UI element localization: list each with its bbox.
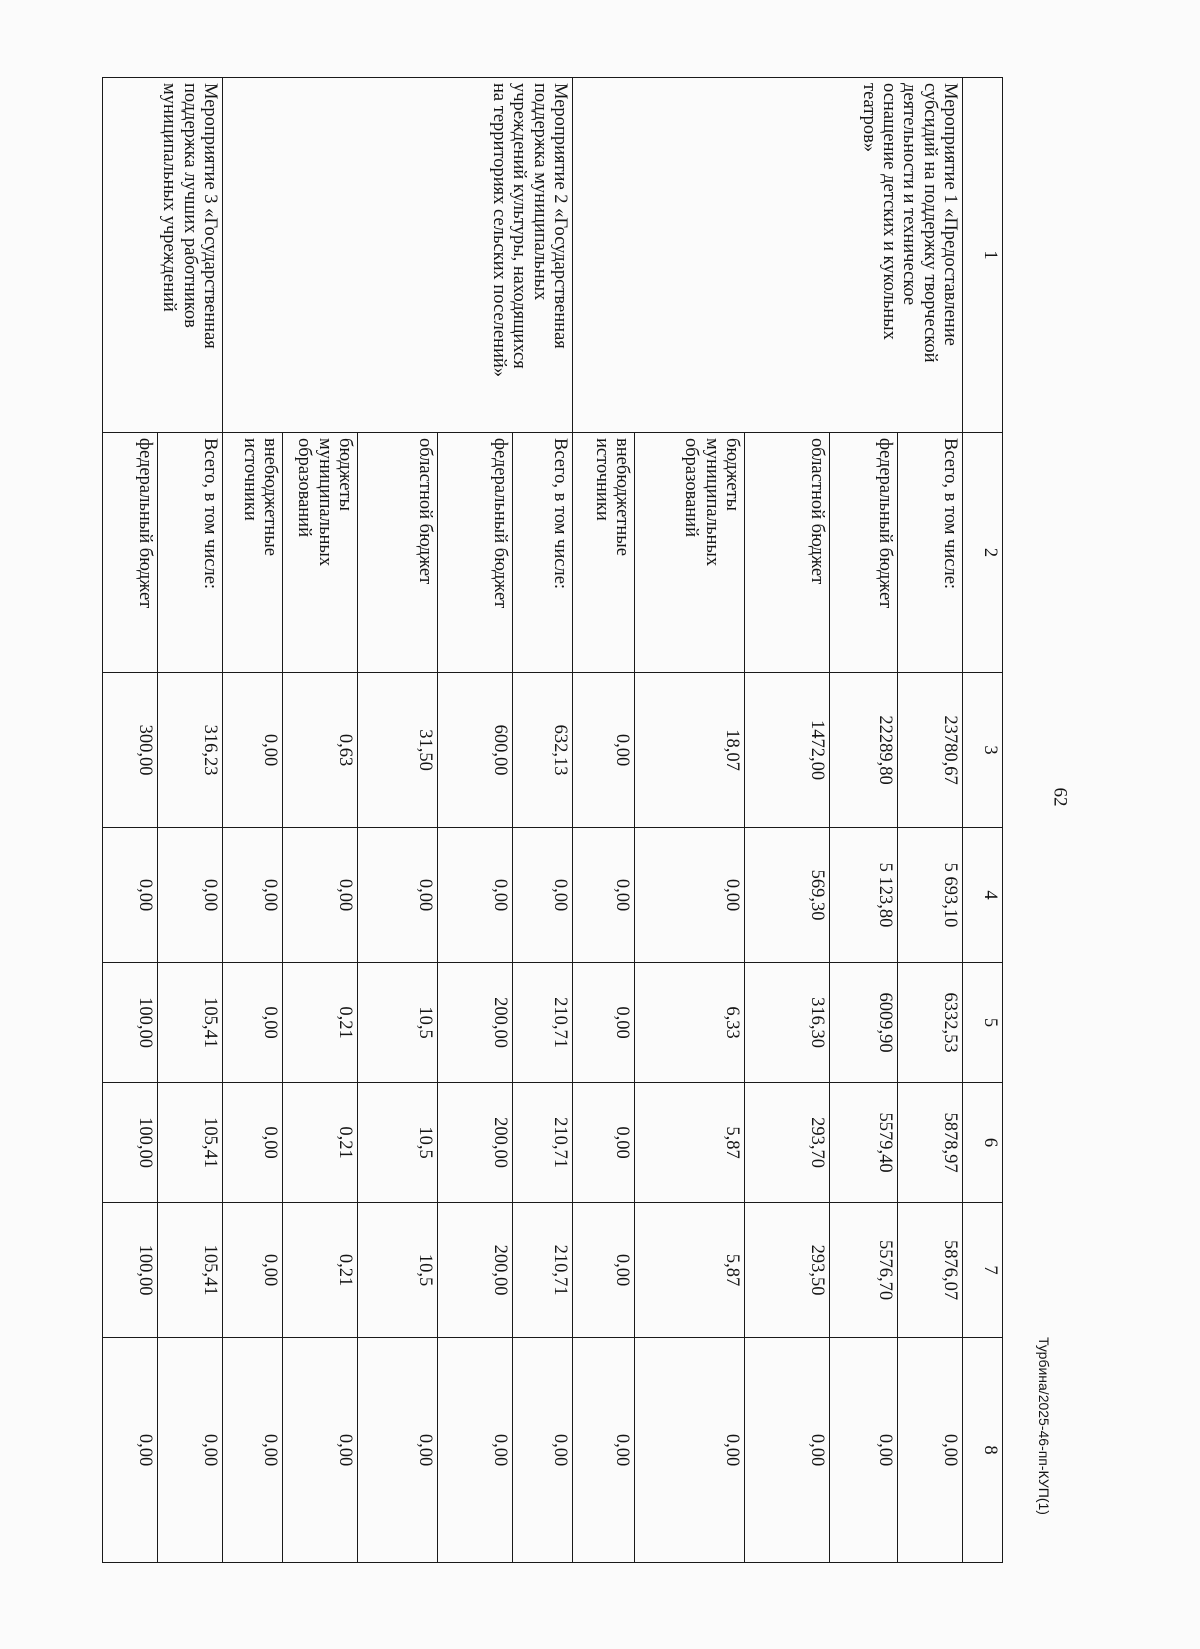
value-cell: 0,00 [158, 1338, 223, 1563]
table-row [513, 78, 573, 1563]
value-cell: 200,00 [438, 1083, 513, 1203]
value-cell: 0,00 [438, 828, 513, 963]
column-header: 1 [963, 78, 1003, 433]
value-cell: 5579,40 [830, 1083, 898, 1203]
value-cell: 0,00 [103, 1338, 158, 1563]
value-cell: 0,00 [223, 1338, 283, 1563]
value-cell: 0,00 [223, 828, 283, 963]
value-cell: 0,00 [635, 828, 745, 963]
value-cell: 6009,90 [830, 963, 898, 1083]
funding-source: Всего, в том числе: [513, 433, 573, 673]
value-cell: 0,00 [573, 1083, 635, 1203]
value-cell: 0,00 [438, 1338, 513, 1563]
value-cell: 18,07 [635, 673, 745, 828]
value-cell: 100,00 [103, 1203, 158, 1338]
value-cell: 0,00 [223, 673, 283, 828]
value-cell: 100,00 [103, 963, 158, 1083]
funding-source: бюджеты муниципальных образований [283, 433, 358, 673]
value-cell: 600,00 [438, 673, 513, 828]
value-cell: 0,00 [283, 1338, 358, 1563]
value-cell: 0,21 [283, 1203, 358, 1338]
value-cell: 316,30 [745, 963, 830, 1083]
measure-1-title: Мероприятие 1 «Предоставление субсидий на поддержку творческой деятельности и техническое оснащение детских и кукольных театров» [573, 78, 963, 433]
table-row [158, 78, 223, 1563]
funding-source: областной бюджет [745, 433, 830, 673]
funding-source: федеральный бюджет [103, 433, 158, 673]
value-cell: 0,00 [513, 828, 573, 963]
value-cell: 569,30 [745, 828, 830, 963]
value-cell: 5876,07 [898, 1203, 963, 1338]
column-header: 4 [963, 828, 1003, 963]
value-cell: 316,23 [158, 673, 223, 828]
value-cell: 31,50 [358, 673, 438, 828]
value-cell: 200,00 [438, 963, 513, 1083]
column-header: 7 [963, 1203, 1003, 1338]
value-cell: 0,00 [223, 963, 283, 1083]
value-cell: 0,00 [573, 673, 635, 828]
column-header: 5 [963, 963, 1003, 1083]
value-cell: 0,00 [513, 1338, 573, 1563]
funding-source: областной бюджет [358, 433, 438, 673]
value-cell: 0,00 [573, 1338, 635, 1563]
funding-source: федеральный бюджет [830, 433, 898, 673]
value-cell: 5878,97 [898, 1083, 963, 1203]
column-header: 6 [963, 1083, 1003, 1203]
value-cell: 0,00 [830, 1338, 898, 1563]
value-cell: 10,5 [358, 1083, 438, 1203]
value-cell: 6,33 [635, 963, 745, 1083]
value-cell: 300,00 [103, 673, 158, 828]
value-cell: 0,00 [358, 1338, 438, 1563]
value-cell: 1472,00 [745, 673, 830, 828]
measure-3-title: Мероприятие 3 «Государственная поддержка лучших работников муниципальных учреждений [103, 78, 223, 433]
column-header: 2 [963, 433, 1003, 673]
value-cell: 293,50 [745, 1203, 830, 1338]
value-cell: 293,70 [745, 1083, 830, 1203]
value-cell: 0,00 [635, 1338, 745, 1563]
value-cell: 210,71 [513, 963, 573, 1083]
value-cell: 10,5 [358, 963, 438, 1083]
value-cell: 5 693,10 [898, 828, 963, 963]
value-cell: 105,41 [158, 1083, 223, 1203]
value-cell: 5 123,80 [830, 828, 898, 963]
value-cell: 0,00 [573, 1203, 635, 1338]
funding-source: федеральный бюджет [438, 433, 513, 673]
value-cell: 6332,53 [898, 963, 963, 1083]
document-footer: Турбина/2025-46-пп-КУП(1) [1036, 1337, 1052, 1515]
value-cell: 105,41 [158, 963, 223, 1083]
value-cell: 0,00 [745, 1338, 830, 1563]
funding-source: бюджеты муниципальных образований [635, 433, 745, 673]
header-row [963, 78, 1003, 1563]
value-cell: 10,5 [358, 1203, 438, 1338]
value-cell: 210,71 [513, 1203, 573, 1338]
column-header: 8 [963, 1338, 1003, 1563]
funding-source: Всего, в том числе: [898, 433, 963, 673]
value-cell: 0,21 [283, 963, 358, 1083]
value-cell: 5,87 [635, 1083, 745, 1203]
value-cell: 0,00 [898, 1338, 963, 1563]
value-cell: 0,63 [283, 673, 358, 828]
value-cell: 0,00 [103, 828, 158, 963]
value-cell: 23780,67 [898, 673, 963, 828]
value-cell: 0,21 [283, 1083, 358, 1203]
table-row [898, 78, 963, 1563]
value-cell: 100,00 [103, 1083, 158, 1203]
value-cell: 0,00 [573, 828, 635, 963]
value-cell: 5576,70 [830, 1203, 898, 1338]
column-header: 3 [963, 673, 1003, 828]
value-cell: 0,00 [358, 828, 438, 963]
value-cell: 632,13 [513, 673, 573, 828]
value-cell: 0,00 [573, 963, 635, 1083]
value-cell: 0,00 [223, 1203, 283, 1338]
page-number: 62 [1049, 787, 1071, 807]
value-cell: 200,00 [438, 1203, 513, 1338]
budget-table [102, 77, 1003, 1563]
value-cell: 0,00 [283, 828, 358, 963]
funding-source: Всего, в том числе: [158, 433, 223, 673]
value-cell: 0,00 [158, 828, 223, 963]
value-cell: 0,00 [223, 1083, 283, 1203]
measure-2-title: Мероприятие 2 «Государственная поддержка муниципальных учреждений культуры, находящихся на территориях сельских поселений» [223, 78, 573, 433]
funding-source: внебюджетные источники [573, 433, 635, 673]
value-cell: 22289,80 [830, 673, 898, 828]
value-cell: 5,87 [635, 1203, 745, 1338]
value-cell: 105,41 [158, 1203, 223, 1338]
value-cell: 210,71 [513, 1083, 573, 1203]
funding-source: внебюджетные источники [223, 433, 283, 673]
